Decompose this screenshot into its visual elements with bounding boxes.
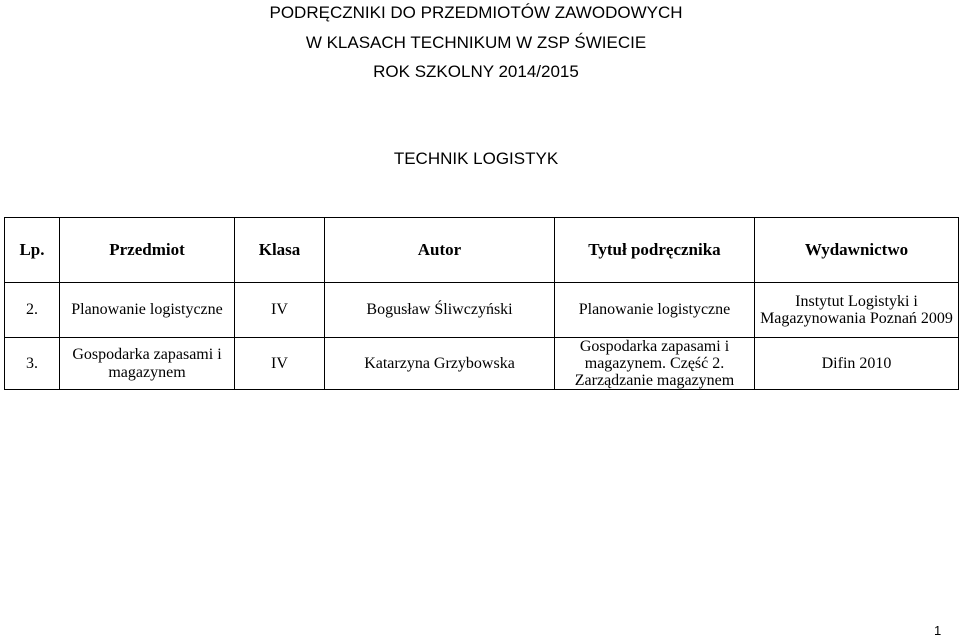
profession-title: TECHNIK LOGISTYK (393, 149, 559, 168)
table-row (5, 283, 959, 338)
cell-title: Gospodarka zapasami i magazynem. Część 2. Zarządzanie magazynem (555, 338, 755, 390)
table-row (5, 338, 959, 390)
page-number: 1 (934, 623, 942, 638)
column-header-subject: Przedmiot (60, 218, 235, 283)
document-title-line-2: W KLASACH TECHNIKUM W ZSP ŚWIECIE (305, 33, 647, 52)
cell-publisher: Instytut Logistyki i Magazynowania Poznań 2009 (755, 283, 959, 338)
cell-class: IV (235, 283, 325, 338)
cell-subject: Planowanie logistyczne (60, 283, 235, 338)
column-header-lp: Lp. (5, 218, 60, 283)
cell-author: Bogusław Śliwczyński (325, 283, 555, 338)
document-title-line-1: PODRĘCZNIKI DO PRZEDMIOTÓW ZAWODOWYCH (269, 3, 683, 22)
column-header-title: Tytuł podręcznika (555, 218, 755, 283)
school-year: ROK SZKOLNY 2014/2015 (373, 62, 579, 81)
textbook-table (4, 217, 959, 390)
cell-lp: 3. (5, 338, 60, 390)
cell-class: IV (235, 338, 325, 390)
cell-title: Planowanie logistyczne (555, 283, 755, 338)
table-header-row (5, 218, 959, 283)
column-header-class: Klasa (235, 218, 325, 283)
cell-publisher: Difin 2010 (755, 338, 959, 390)
cell-subject: Gospodarka zapasami i magazynem (60, 338, 235, 390)
column-header-author: Autor (325, 218, 555, 283)
column-header-publisher: Wydawnictwo (755, 218, 959, 283)
cell-author: Katarzyna Grzybowska (325, 338, 555, 390)
cell-lp: 2. (5, 283, 60, 338)
